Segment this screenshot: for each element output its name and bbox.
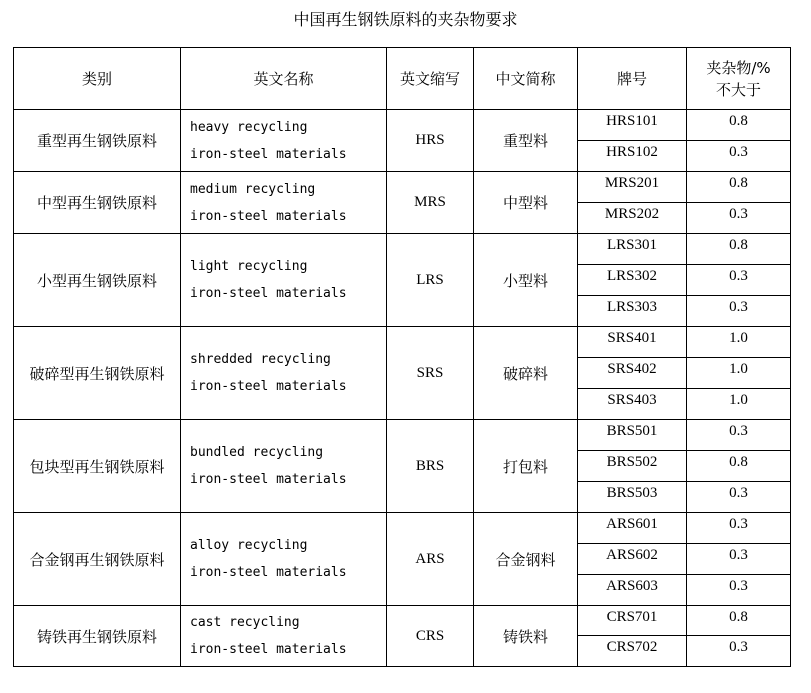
inclusion-value-cell: 0.3 [687, 636, 791, 667]
abbreviation-cell: LRS [387, 234, 474, 327]
abbreviation-cell: SRS [387, 327, 474, 420]
category-cell: 合金钢再生钢铁原料 [14, 513, 181, 606]
english-name-cell [181, 172, 387, 234]
english-name-line-2: iron-steel materials [190, 286, 347, 301]
english-name-line-2: iron-steel materials [190, 146, 347, 162]
chinese-short-cell: 小型料 [474, 234, 578, 327]
header-abbreviation: 英文缩写 [387, 48, 474, 110]
header-inclusion [687, 48, 791, 110]
english-name-line-2: iron-steel materials [190, 642, 347, 657]
english-name-cell [181, 327, 387, 420]
grade-cell: ARS601 [578, 513, 687, 544]
grade-cell: LRS301 [578, 234, 687, 265]
grade-cell: ARS602 [578, 544, 687, 575]
english-name-line-1: alloy recycling [190, 538, 308, 553]
grade-cell: ARS603 [578, 575, 687, 606]
english-name-line-2: iron-steel materials [190, 565, 347, 580]
inclusion-value-cell: 1.0 [687, 389, 791, 420]
chinese-short-cell: 重型料 [474, 110, 578, 172]
page-title: 中国再生钢铁原料的夹杂物要求 [293, 10, 518, 29]
abbreviation-cell: CRS [387, 606, 474, 667]
english-name-line-2: iron-steel materials [190, 379, 347, 394]
header-chinese-short: 中文简称 [474, 48, 578, 110]
chinese-short-cell: 中型料 [474, 172, 578, 234]
english-name-line-1: light recycling [190, 259, 308, 274]
english-name-cell [181, 234, 387, 327]
english-name-cell [181, 513, 387, 606]
table-row [14, 172, 791, 203]
inclusion-table [13, 47, 791, 667]
grade-cell: MRS202 [578, 203, 687, 234]
table-row [14, 420, 791, 451]
header-grade: 牌号 [578, 48, 687, 110]
header-row [14, 48, 791, 110]
abbreviation-cell: BRS [387, 420, 474, 513]
category-cell: 小型再生钢铁原料 [14, 234, 181, 327]
table-row [14, 110, 791, 141]
category-cell: 破碎型再生钢铁原料 [14, 327, 181, 420]
header-inclusion-line1: 夹杂物/% [706, 58, 771, 77]
english-name-line-1: heavy recycling [190, 119, 308, 135]
category-cell: 重型再生钢铁原料 [14, 110, 181, 172]
english-name-line-1: bundled recycling [190, 445, 324, 460]
inclusion-value-cell: 0.8 [687, 110, 791, 141]
english-name-line-1: medium recycling [190, 181, 316, 197]
category-cell: 铸铁再生钢铁原料 [14, 606, 181, 667]
grade-cell: CRS702 [578, 636, 687, 667]
inclusion-value-cell: 0.3 [687, 482, 791, 513]
english-name-line-2: iron-steel materials [190, 208, 347, 224]
grade-cell: LRS302 [578, 265, 687, 296]
table-row [14, 234, 791, 265]
grade-cell: LRS303 [578, 296, 687, 327]
grade-cell: BRS501 [578, 420, 687, 451]
inclusion-value-cell: 0.3 [687, 265, 791, 296]
inclusion-value-cell: 0.3 [687, 575, 791, 606]
english-name-cell [181, 606, 387, 667]
chinese-short-cell: 铸铁料 [474, 606, 578, 667]
grade-cell: CRS701 [578, 606, 687, 636]
inclusion-value-cell: 0.3 [687, 203, 791, 234]
table-row [14, 513, 791, 544]
abbreviation-cell: HRS [387, 110, 474, 172]
inclusion-value-cell: 0.3 [687, 141, 791, 172]
grade-cell: SRS401 [578, 327, 687, 358]
inclusion-value-cell: 0.8 [687, 451, 791, 482]
grade-cell: SRS403 [578, 389, 687, 420]
inclusion-value-cell: 0.8 [687, 234, 791, 265]
inclusion-value-cell: 0.3 [687, 544, 791, 575]
abbreviation-cell: ARS [387, 513, 474, 606]
grade-cell: BRS502 [578, 451, 687, 482]
inclusion-value-cell: 1.0 [687, 358, 791, 389]
chinese-short-cell: 打包料 [474, 420, 578, 513]
grade-cell: HRS101 [578, 110, 687, 141]
grade-cell: BRS503 [578, 482, 687, 513]
table-row [14, 327, 791, 358]
inclusion-value-cell: 0.8 [687, 606, 791, 636]
header-english-name: 英文名称 [181, 48, 387, 110]
header-category: 类别 [14, 48, 181, 110]
english-name-cell [181, 420, 387, 513]
header-inclusion-line2: 不大于 [715, 80, 761, 99]
inclusion-value-cell: 0.3 [687, 296, 791, 327]
english-name-cell [181, 110, 387, 172]
abbreviation-cell: MRS [387, 172, 474, 234]
grade-cell: HRS102 [578, 141, 687, 172]
inclusion-value-cell: 0.3 [687, 513, 791, 544]
category-cell: 中型再生钢铁原料 [14, 172, 181, 234]
grade-cell: MRS201 [578, 172, 687, 203]
chinese-short-cell: 合金钢料 [474, 513, 578, 606]
inclusion-value-cell: 0.3 [687, 420, 791, 451]
english-name-line-1: shredded recycling [190, 352, 331, 367]
english-name-line-2: iron-steel materials [190, 472, 347, 487]
chinese-short-cell: 破碎料 [474, 327, 578, 420]
table-row [14, 606, 791, 636]
grade-cell: SRS402 [578, 358, 687, 389]
category-cell: 包块型再生钢铁原料 [14, 420, 181, 513]
inclusion-value-cell: 1.0 [687, 327, 791, 358]
inclusion-value-cell: 0.8 [687, 172, 791, 203]
english-name-line-1: cast recycling [190, 615, 300, 630]
